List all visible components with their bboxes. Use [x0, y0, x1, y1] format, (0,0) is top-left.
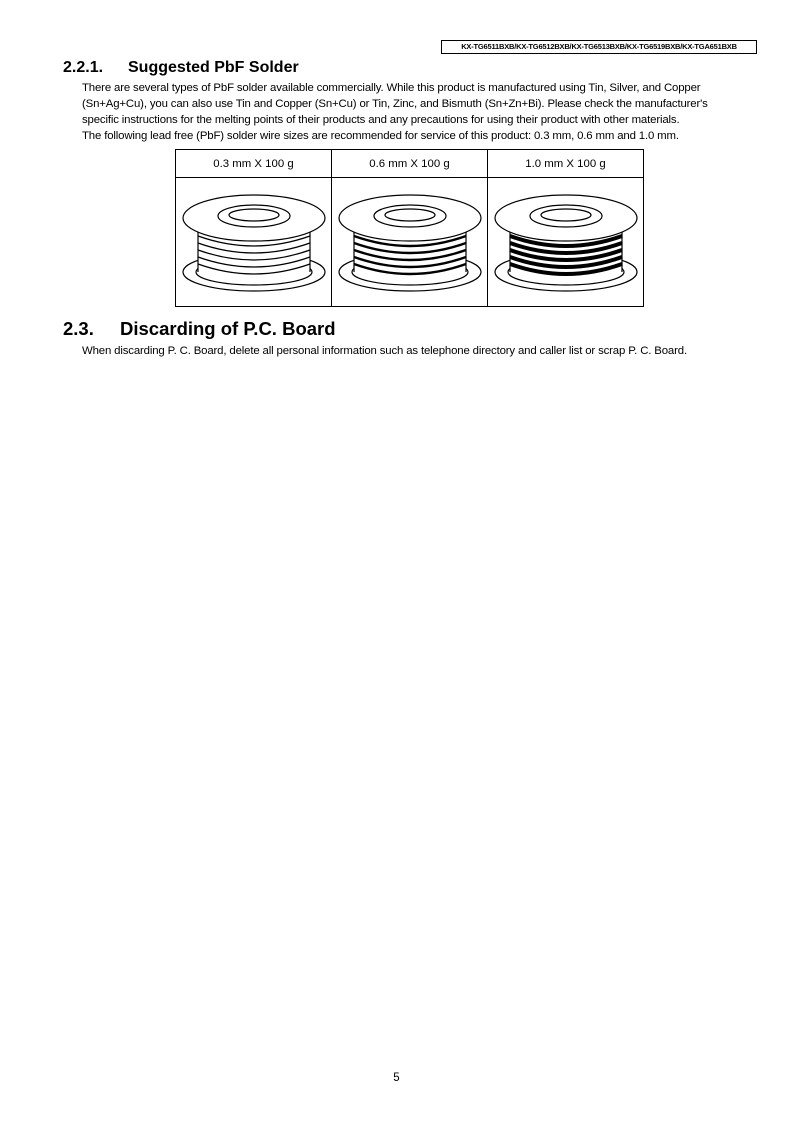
section-2-3-body: [82, 343, 762, 359]
section-2-3-heading: [63, 318, 336, 340]
section-2-2-1-heading: [63, 59, 299, 77]
table-header-cell: 0.6 mm X 100 g: [332, 150, 488, 178]
solder-spool-medium-icon: [336, 192, 484, 292]
table-header-cell: 0.3 mm X 100 g: [176, 150, 332, 178]
section-title: Suggested PbF Solder: [128, 59, 299, 76]
section-number: 2.3.: [63, 318, 94, 339]
page-number: 5: [393, 1072, 400, 1084]
solder-size-table: [175, 149, 644, 307]
table-header-cell: 1.0 mm X 100 g: [488, 150, 644, 178]
section-number: 2.2.1.: [63, 59, 104, 76]
body-line: The following lead free (PbF) solder wire sizes are recommended for service of this product: 0.3 mm, 0.6 mm and 1.0 mm.: [82, 130, 679, 142]
model-header: KX-TG6511BXB/KX-TG6512BXB/KX-TG6513BXB/KX-TG6519BXB/KX-TGA651BXB: [441, 40, 757, 54]
table-image-row: [176, 178, 644, 307]
section-title: Discarding of P.C. Board: [120, 318, 336, 339]
table-header-row: [176, 150, 644, 178]
section-2-2-1-body: [82, 80, 762, 144]
solder-spool-thin-icon: [180, 192, 328, 292]
body-line: specific instructions for the melting points of their products and any precautions for using their product with other materials.: [82, 114, 680, 126]
body-line: There are several types of PbF solder available commercially. While this product is manufactured using Tin, Silver, and Copper: [82, 82, 701, 94]
body-line: (Sn+Ag+Cu), you can also use Tin and Copper (Sn+Cu) or Tin, Zinc, and Bismuth (Sn+Zn+Bi). Please check the manufacturer's: [82, 98, 708, 110]
solder-spool-thick-icon: [492, 192, 640, 292]
body-line: When discarding P. C. Board, delete all personal information such as telephone directory and caller list or scrap P. C. Board.: [82, 345, 687, 357]
